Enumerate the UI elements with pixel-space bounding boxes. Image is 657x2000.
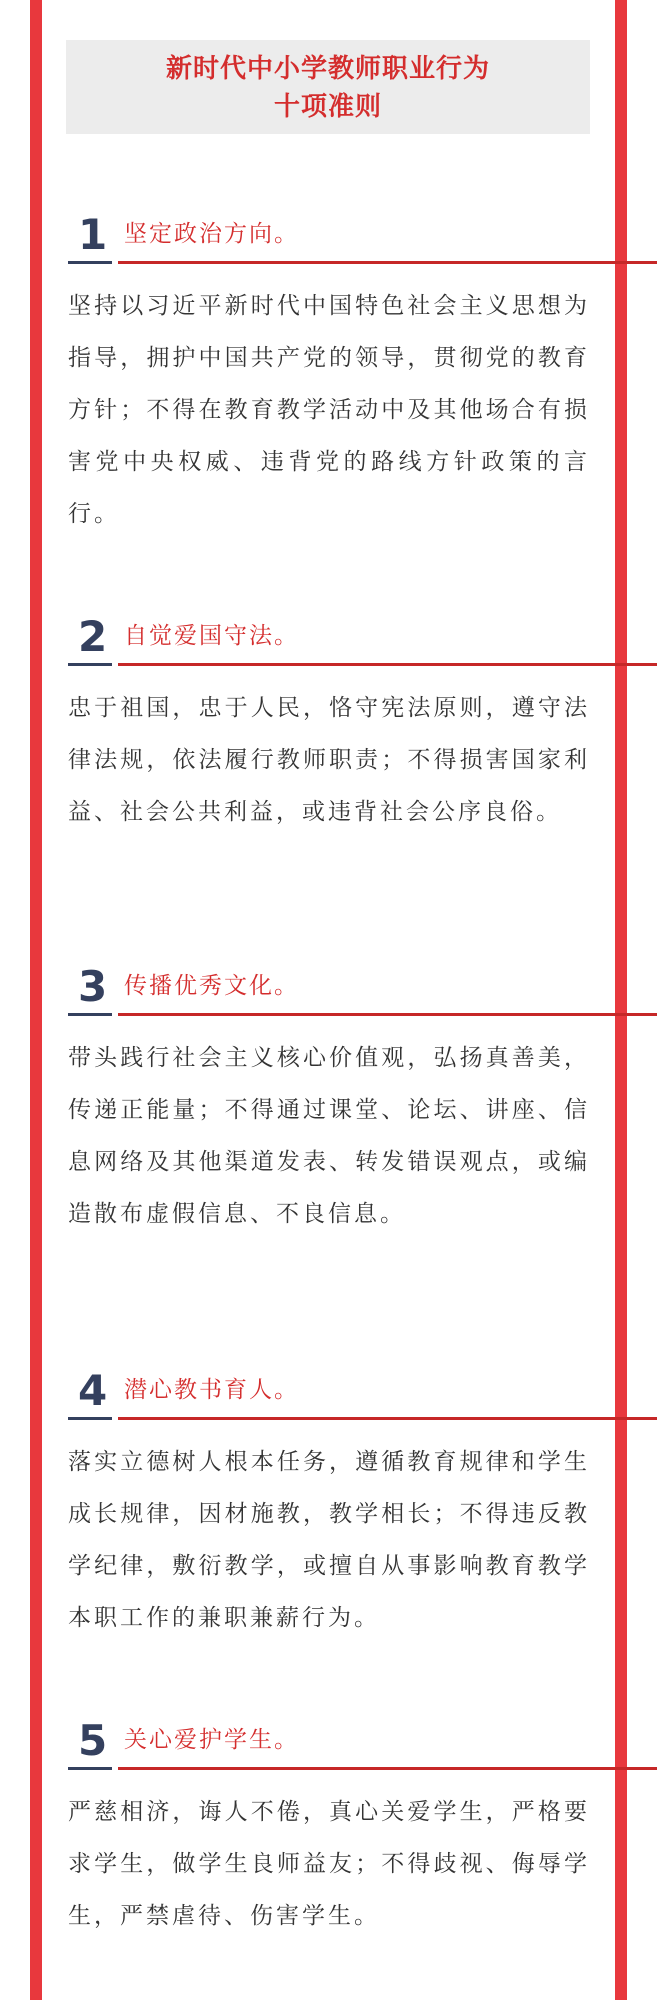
section-header — [68, 612, 590, 662]
section-3 — [68, 962, 590, 1227]
right-border-bar — [615, 0, 627, 2000]
heading-underline — [118, 663, 657, 666]
page-title-line1: 新时代中小学教师职业行为 — [165, 54, 490, 84]
number-underline — [68, 663, 112, 666]
section-body: 落实立德树人根本任务，遵循教育规律和学生成长规律，因材施教，教学相长；不得违反教学纪律，敷衍教学，或擅自从事影响教育教学本职工作的兼职兼薪行为。 — [68, 1449, 590, 1631]
section-number: 4 — [78, 1366, 108, 1415]
heading-underline — [118, 1417, 657, 1420]
section-header — [68, 962, 590, 1012]
heading-underline — [118, 1013, 657, 1016]
section-body: 带头践行社会主义核心价值观，弘扬真善美，传递正能量；不得通过课堂、论坛、讲座、信息网络及其他渠道发表、转发错误观点，或编造散布虚假信息、不良信息。 — [68, 1045, 590, 1227]
section-heading: 关心爱护学生。 — [124, 1727, 299, 1753]
number-underline — [68, 1417, 112, 1420]
section-number: 3 — [78, 962, 108, 1011]
section-number: 2 — [78, 612, 108, 661]
section-heading: 坚定政治方向。 — [124, 221, 299, 247]
section-body: 忠于祖国，忠于人民，恪守宪法原则，遵守法律法规，依法履行教师职责；不得损害国家利益、社会公共利益，或违背社会公序良俗。 — [68, 695, 590, 825]
section-heading: 自觉爱国守法。 — [124, 623, 299, 649]
page-title-box — [66, 40, 590, 134]
section-body: 严慈相济，诲人不倦，真心关爱学生，严格要求学生，做学生良师益友；不得歧视、侮辱学生，严禁虐待、伤害学生。 — [68, 1799, 590, 1929]
section-header — [68, 1716, 590, 1766]
section-header — [68, 210, 590, 260]
page-title-line2: 十项准则 — [273, 92, 382, 122]
section-heading: 传播优秀文化。 — [124, 973, 299, 999]
section-number: 5 — [78, 1716, 108, 1765]
number-underline — [68, 1767, 112, 1770]
section-2 — [68, 612, 590, 825]
section-1 — [68, 210, 590, 527]
number-underline — [68, 1013, 112, 1016]
section-5 — [68, 1716, 590, 1929]
section-heading: 潜心教书育人。 — [124, 1377, 299, 1403]
heading-underline — [118, 1767, 657, 1770]
section-4 — [68, 1366, 590, 1631]
number-underline — [68, 261, 112, 264]
section-number: 1 — [78, 210, 108, 259]
left-border-bar — [30, 0, 42, 2000]
section-header — [68, 1366, 590, 1416]
section-body: 坚持以习近平新时代中国特色社会主义思想为指导，拥护中国共产党的领导，贯彻党的教育方针；不得在教育教学活动中及其他场合有损害党中央权威、违背党的路线方针政策的言行。 — [68, 293, 590, 527]
heading-underline — [118, 261, 657, 264]
